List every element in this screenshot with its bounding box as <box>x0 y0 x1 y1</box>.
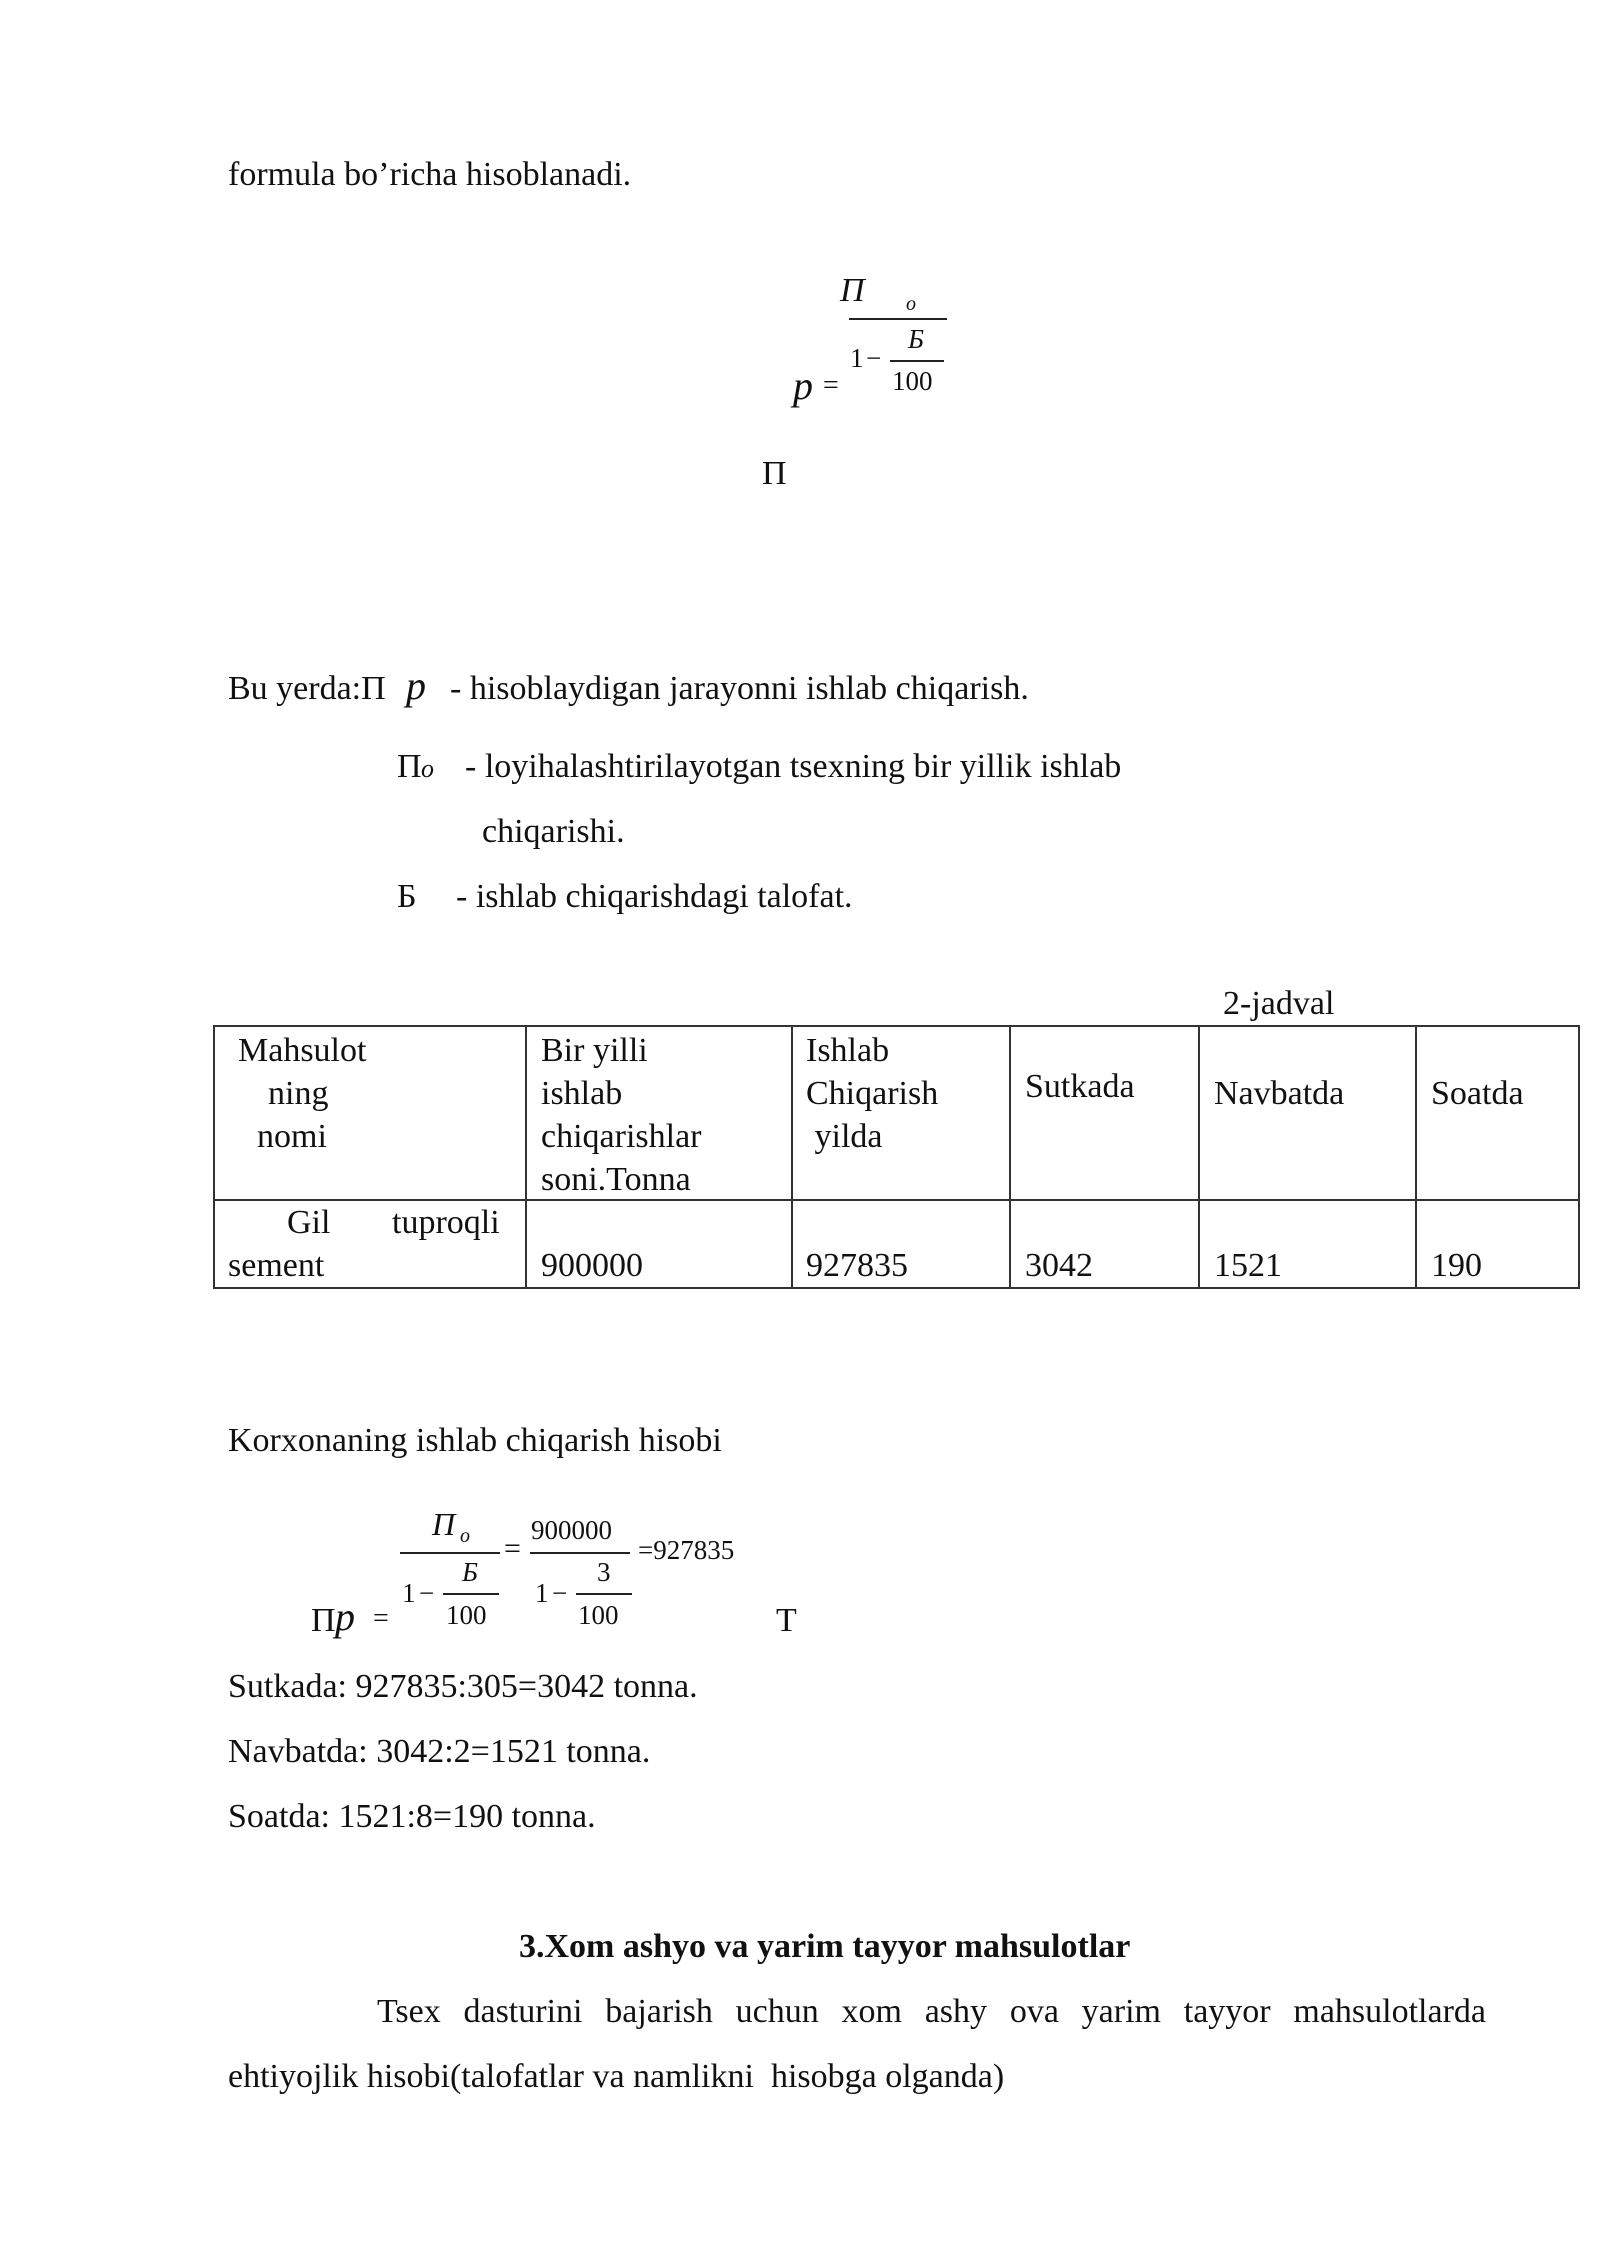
formula1-den-minus: − <box>866 343 882 373</box>
definition-po-text-cont: chiqarishi. <box>482 813 625 850</box>
calc-den2-bar <box>576 1593 632 1595</box>
header-line: nomi <box>257 1118 327 1155</box>
formula1-den-one: 1 <box>850 343 864 373</box>
definition-po-symbol: П <box>397 748 422 785</box>
formula1-lhs: p <box>793 363 813 408</box>
cell-per-day <box>1010 1200 1199 1288</box>
header-line: soni.Tonna <box>541 1161 691 1198</box>
header-cell-per-hour <box>1416 1026 1579 1200</box>
header-line: Navbatda <box>1214 1075 1345 1112</box>
calc-lhs-equals: = <box>373 1603 389 1634</box>
production-table <box>213 1025 1580 1289</box>
section-paragraph-line1: Tsex dasturini bajarish uchun xom ashy ova yarim tayyor mahsulotlarda <box>377 1993 1486 2030</box>
result-per-day: Sutkada: 927835:305=3042 tonna. <box>228 1668 698 1705</box>
header-cell-yearly-production <box>792 1026 1010 1200</box>
definition-po-sub: o <box>421 754 434 783</box>
cell-value: 900000 <box>541 1247 643 1284</box>
intro-line: formula bo’richa hisoblanadi. <box>228 156 632 193</box>
header-line: Mahsulot <box>238 1032 367 1069</box>
header-line: Chiqarish <box>806 1075 939 1112</box>
cell-per-hour <box>1416 1200 1579 1288</box>
header-cell-per-shift <box>1199 1026 1416 1200</box>
cell-value: 190 <box>1431 1247 1482 1284</box>
calc-den2-den: 100 <box>578 1600 619 1630</box>
result-per-hour: Soatda: 1521:8=190 tonna. <box>228 1798 596 1835</box>
header-line: chiqarishlar <box>541 1118 702 1155</box>
header-line: Soatda <box>1431 1075 1524 1112</box>
calc-equals-1: = <box>504 1532 521 1565</box>
calc-den-minus: − <box>419 1578 435 1608</box>
formula1-equals: = <box>823 370 839 401</box>
result-per-shift: Navbatda: 3042:2=1521 tonna. <box>228 1733 651 1770</box>
calc-den2-minus: − <box>552 1578 568 1608</box>
cell-text: Gil <box>287 1204 331 1241</box>
formula1-numerator-sub: o <box>906 293 916 315</box>
calc-den2-one: 1 <box>535 1578 549 1608</box>
formula1-numerator: П <box>840 272 865 309</box>
section-heading: 3.Xom ashyo va yarim tayyor mahsulotlar <box>519 1928 1131 1965</box>
formula1-stray-symbol: П <box>762 455 787 492</box>
formula1-den-num: Б <box>908 324 924 354</box>
definition-p-text: - hisoblaydigan jarayonni ishlab chiqarish. <box>450 670 1029 707</box>
calc-unit: T <box>776 1602 797 1639</box>
cell-per-shift <box>1199 1200 1416 1288</box>
formula1-main-bar <box>849 318 947 320</box>
calc-heading: Korxonaning ishlab chiqarish hisobi <box>228 1422 722 1459</box>
header-cell-annual-output <box>526 1026 792 1200</box>
definition-p-symbol: p <box>406 663 426 708</box>
section-paragraph-line2: ehtiyojlik hisobi(talofatlar va namlikni hisobga olganda) <box>228 2058 1005 2095</box>
header-line: Sutkada <box>1025 1068 1135 1105</box>
formula1-den-bar <box>890 360 944 362</box>
cell-annual-output <box>526 1200 792 1288</box>
header-line: ishlab <box>541 1075 623 1112</box>
calc-den-num: Б <box>462 1557 478 1587</box>
cell-text: sement <box>228 1247 325 1284</box>
header-line: Ishlab <box>806 1032 890 1069</box>
cell-text: tuproqli <box>392 1204 500 1241</box>
formula1-den-den: 100 <box>892 366 933 396</box>
calc-den-one: 1 <box>402 1578 416 1608</box>
cell-value: 1521 <box>1214 1247 1282 1284</box>
calc-main-bar <box>400 1552 500 1554</box>
calc-numerator-sub: o <box>460 1525 470 1547</box>
header-line: ning <box>268 1075 329 1112</box>
calc-den-bar <box>443 1593 499 1595</box>
cell-product-name <box>214 1200 526 1288</box>
cell-yearly-production <box>792 1200 1010 1288</box>
header-cell-per-day <box>1010 1026 1199 1200</box>
cell-value: 3042 <box>1025 1247 1093 1284</box>
cell-value: 927835 <box>806 1247 908 1284</box>
definitions-intro: Bu yerda:П <box>228 670 386 707</box>
calc-den2-num: 3 <box>597 1557 611 1587</box>
header-line: Bir yilli <box>541 1032 648 1069</box>
table-row <box>214 1200 1579 1288</box>
definition-po-text: - loyihalashtirilayotgan tsexning bir yillik ishlab <box>465 748 1122 785</box>
calc-lhs-prefix: П <box>311 1602 336 1639</box>
calc-numerator: П <box>432 1506 456 1542</box>
definition-b-symbol: Б <box>397 878 417 915</box>
calc-lhs-p: p <box>335 1594 355 1639</box>
header-line: yilda <box>806 1118 883 1155</box>
calc-result: =927835 <box>638 1535 735 1565</box>
table-caption: 2-jadval <box>1223 985 1335 1022</box>
calc-main-bar-2 <box>530 1552 630 1554</box>
definition-b-text: - ishlab chiqarishdagi talofat. <box>456 878 853 915</box>
calc-numerator-2: 900000 <box>531 1515 612 1545</box>
header-cell-product-name <box>214 1026 526 1200</box>
calc-den-den: 100 <box>446 1600 487 1630</box>
table-header-row <box>214 1026 1579 1200</box>
